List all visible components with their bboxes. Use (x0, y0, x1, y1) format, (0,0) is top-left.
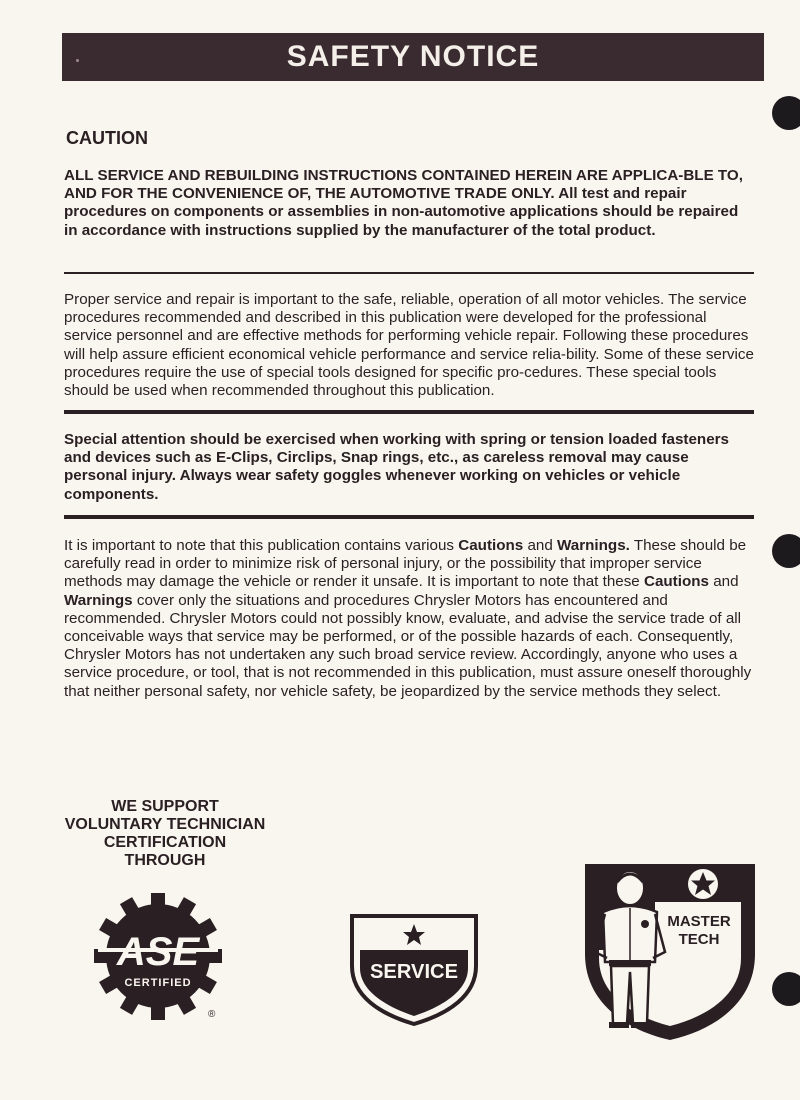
page-title: SAFETY NOTICE (286, 40, 540, 73)
caution-heading: CAUTION (66, 128, 148, 148)
master-text: MASTER (667, 913, 731, 930)
binder-hole-top (772, 96, 800, 130)
notice-cautions-1: Cautions (458, 537, 524, 554)
notice-text-1: It is important to note that this publication contains various (64, 537, 459, 554)
page-title-banner (62, 33, 764, 81)
notice-and-1: and (523, 537, 558, 554)
support-line-2: VOLUNTARY TECHNICIAN (64, 816, 266, 833)
support-line-1: WE SUPPORT (111, 798, 219, 815)
ase-certified-logo (90, 893, 230, 1023)
notice-warnings-2: Warnings (64, 591, 133, 609)
master-tech-logo (583, 862, 757, 1042)
binder-hole-middle (772, 534, 800, 568)
service-paragraph: Proper service and repair is important to the safe, reliable, operation of all motor vehicles. The service procedures recommended and described in this publication were developed for the professional service personnel and are effective methods for performing vehicle repair. Following these procedures will help assure efficient economical vehicle performance and service relia-bility. Some of these service procedures require the use of special tools designed for specific pro-cedures. These special tools should be used when recommended throughout this publication. (64, 291, 754, 400)
banner-speck (76, 59, 79, 62)
certification-support-text (40, 798, 290, 870)
notice-and-2: and (708, 573, 739, 591)
pentastar-badge-icon (688, 869, 718, 899)
notice-text-3: cover only the situations and procedures Chrysler Motors has encountered and recommended. Chrysler Motors could not possibly know, evaluate, and advise the service trade of all conceivable ways that service may be performed, or of the possible hazards of each. Consequently, Chrysler Motors has not undertaken any such broad service review. Accordingly, anyone who uses a service procedure, or tool, that is not recommended in this publication, must assure oneself thoroughly that neither personal safety, nor vehicle safety, be jeopardized by the service methods they select. (64, 591, 752, 700)
binder-hole-bottom (772, 972, 800, 1006)
notice-cautions-2: Cautions (643, 573, 709, 591)
divider-2 (64, 410, 754, 414)
notice-text-2: These should be carefully read in order to minimize risk of personal injury, or the possibility that improper service methods may damage the vehicle or render it unsafe. It is important to note that these (64, 537, 747, 591)
divider-1 (64, 272, 754, 274)
caution-text: ALL SERVICE AND REBUILDING INSTRUCTIONS CONTAINED HEREIN ARE APPLICA-BLE TO, AND FOR THE CONVENIENCE OF, THE AUTOMOTIVE TRADE ONLY. All test and repair procedures on components or assemblies in non-automotive applications should be repaired in accordance with instructions supplied by the manufacturer of the total product. (64, 167, 743, 239)
notice-paragraph (64, 537, 754, 701)
attention-paragraph: Special attention should be exercised when working with spring or tension loaded fasteners and devices such as E-Clips, Circlips, Snap rings, etc., as careless removal may cause personal injury. Always wear safety goggles whenever working on vehicles or vehicle components. (64, 431, 730, 503)
tech-text: TECH (678, 931, 720, 948)
notice-warnings-1: Warnings. (557, 537, 630, 554)
support-line-4: THROUGH (124, 852, 206, 869)
divider-3 (64, 515, 754, 519)
pentastar-icon (403, 924, 425, 945)
support-line-3: CERTIFICATION (103, 834, 227, 851)
service-shield-logo (348, 914, 480, 1026)
ase-logo-text: ASE (116, 930, 200, 974)
ase-certified-text: CERTIFIED (124, 977, 192, 989)
registered-mark: ® (208, 1009, 216, 1020)
service-logo-text: SERVICE (370, 961, 458, 983)
